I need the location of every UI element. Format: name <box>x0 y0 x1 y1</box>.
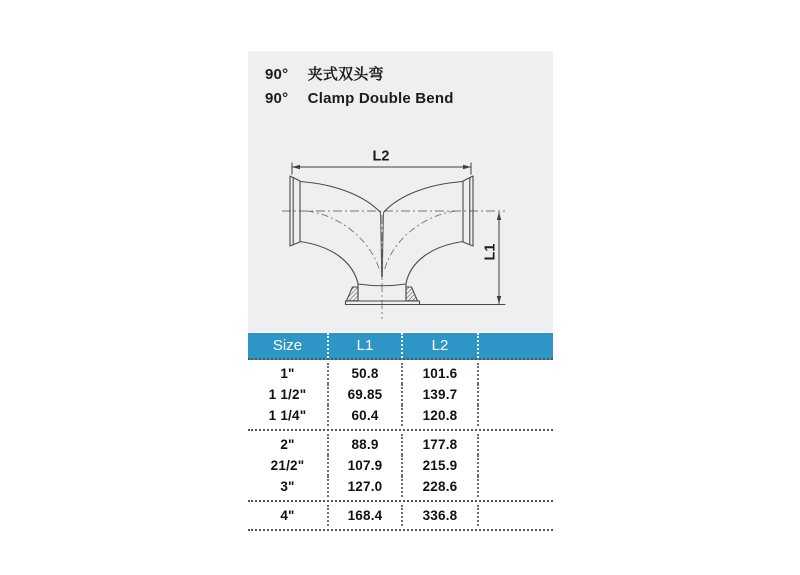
centerlines <box>282 211 505 319</box>
cell-empty <box>477 455 553 476</box>
bottom-ferrule <box>346 284 506 305</box>
dimension-table <box>248 333 553 531</box>
cell-empty <box>477 363 553 384</box>
cell-size: 3" <box>280 479 295 494</box>
dim-label-l2: L2 <box>372 148 390 165</box>
cell-l1: 69.85 <box>327 384 401 405</box>
cell-l2: 215.9 <box>401 455 477 476</box>
cell-l1: 168.4 <box>327 505 401 526</box>
dim-label-l1: L1 <box>482 243 499 261</box>
cell-empty <box>477 405 553 426</box>
column-header-empty <box>477 333 553 358</box>
column-header-size: Size <box>272 337 303 354</box>
table-row <box>248 505 553 526</box>
table-row <box>248 405 553 426</box>
cell-l1: 60.4 <box>327 405 401 426</box>
table-row <box>248 363 553 384</box>
cell-l1: 50.8 <box>327 363 401 384</box>
cell-size: 2" <box>280 437 295 452</box>
table-group <box>248 431 553 502</box>
table-row <box>248 434 553 455</box>
table-row <box>248 384 553 405</box>
product-block <box>248 51 553 531</box>
cell-size: 21/2" <box>270 458 305 473</box>
cell-l2: 228.6 <box>401 476 477 497</box>
cell-size: 1" <box>280 366 295 381</box>
cell-size: 1 1/4" <box>268 408 307 423</box>
title-text-cn: 夹式双头弯 <box>307 66 384 83</box>
cell-empty <box>477 434 553 455</box>
cell-size: 1 1/2" <box>268 387 307 402</box>
cell-l2: 336.8 <box>401 505 477 526</box>
cell-l1: 88.9 <box>327 434 401 455</box>
cell-empty <box>477 476 553 497</box>
cell-l2: 139.7 <box>401 384 477 405</box>
table-group <box>248 360 553 431</box>
cell-l1: 127.0 <box>327 476 401 497</box>
table-row <box>248 455 553 476</box>
table-row <box>248 476 553 497</box>
title-chinese <box>265 63 454 87</box>
column-header-l2: L2 <box>401 333 477 358</box>
cell-empty <box>477 505 553 526</box>
cell-empty <box>477 384 553 405</box>
title-english <box>265 87 454 111</box>
title-block <box>265 63 454 111</box>
cell-l1: 107.9 <box>327 455 401 476</box>
cell-l2: 177.8 <box>401 434 477 455</box>
cell-l2: 120.8 <box>401 405 477 426</box>
drawing-card <box>248 51 553 332</box>
cell-size: 4" <box>280 508 295 523</box>
title-degree-en: 90° <box>265 90 289 107</box>
column-header-l1: L1 <box>327 333 401 358</box>
table-group <box>248 502 553 531</box>
cell-l2: 101.6 <box>401 363 477 384</box>
title-degree-cn: 90° <box>265 66 289 83</box>
table-header-row <box>248 333 553 360</box>
title-text-en: Clamp Double Bend <box>307 90 454 107</box>
fitting-body <box>290 176 505 305</box>
